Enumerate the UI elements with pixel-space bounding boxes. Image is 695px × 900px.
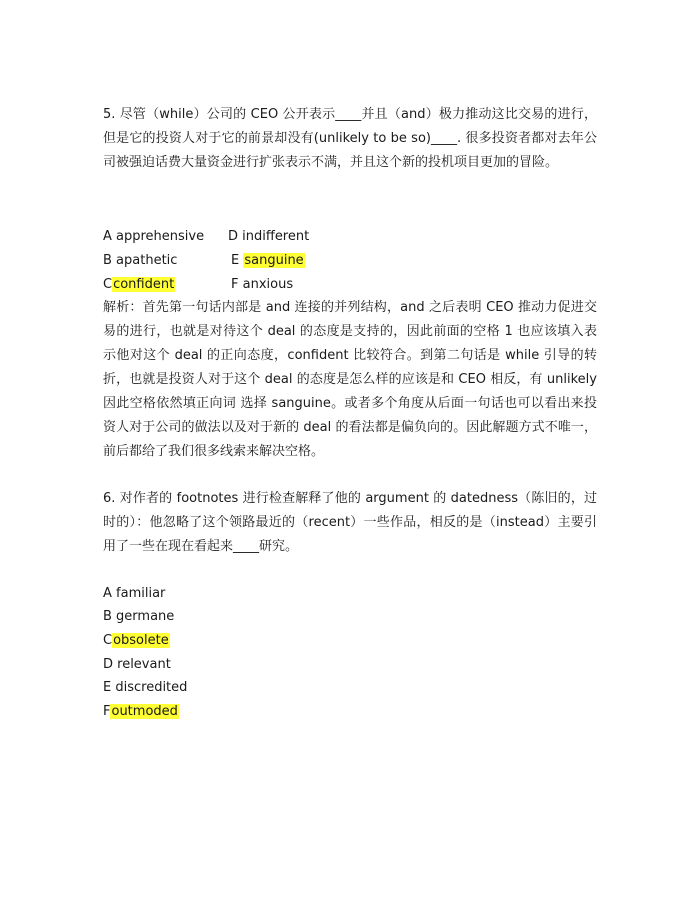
- q5-option-b: B apathetic: [103, 253, 178, 268]
- q5-option-c-highlighted-answer: confident: [113, 277, 175, 292]
- q5-analysis: 解析：首先第一句话内部是 and 连接的并列结构，and 之后表明 CEO 推动力促进交易的进行，也就是对待这个 deal 的态度是支持的，因此前面的空格 1 也应该填入表示他对这个 deal 的正向态度，confident 比较符合。到第二句话是 while 引导的转折，也就是投资人对于这个 deal 的态度是怎么样的应该是和 CEO 相反，有 unlikely 因此空格依然填正向词 选择 sanguine。或者多个角度从后面一句话也可以看出来投资人对于公司的做法以及对于新的 deal 的看法都是偏负向的。因此解题方式不唯一，前后都给了我们很多线索来解决空格。: [103, 300, 597, 459]
- q6-option-c-highlighted-answer: obsolete: [113, 633, 169, 648]
- q5-option-c-letter: C: [103, 277, 113, 292]
- q5-option-e: [231, 251, 305, 271]
- q6-option-b: B germane: [103, 609, 175, 624]
- q6-option-f-letter: F: [103, 704, 111, 719]
- q5-option-f: F anxious: [231, 277, 294, 292]
- q5-option-e-letter: E: [231, 253, 240, 268]
- q6-option-c: [103, 631, 170, 651]
- q6-option-f: [103, 702, 179, 722]
- q5-stem: 5. 尽管（while）公司的 CEO 公开表示____并且（and）极力推动这比交易的进行，但是它的投资人对于它的前景却没有(unlikely to be so)____. 很多投资者都对去年公司被强迫话费大量资金进行扩张表示不满，并且这个新的投机项目更加的冒险。: [103, 107, 597, 170]
- q6-option-c-letter: C: [103, 633, 113, 648]
- q6-option-a: A familiar: [103, 586, 166, 601]
- q6-stem: 6. 对作者的 footnotes 进行检查解释了他的 argument 的 datedness（陈旧的，过时的）：他忽略了这个领路最近的（recent）一些作品，相反的是（instead）主要引用了一些在现在看起来____研究。: [103, 491, 597, 554]
- q5-option-c: [103, 275, 175, 295]
- q6-option-e: E discredited: [103, 680, 188, 695]
- q5-option-d: D indifferent: [228, 229, 310, 244]
- q5-option-e-highlighted-answer: sanguine: [244, 253, 304, 268]
- q6-option-d: D relevant: [103, 657, 171, 672]
- q5-option-a: A apprehensive: [103, 229, 205, 244]
- q6-option-f-highlighted-answer: outmoded: [111, 704, 178, 719]
